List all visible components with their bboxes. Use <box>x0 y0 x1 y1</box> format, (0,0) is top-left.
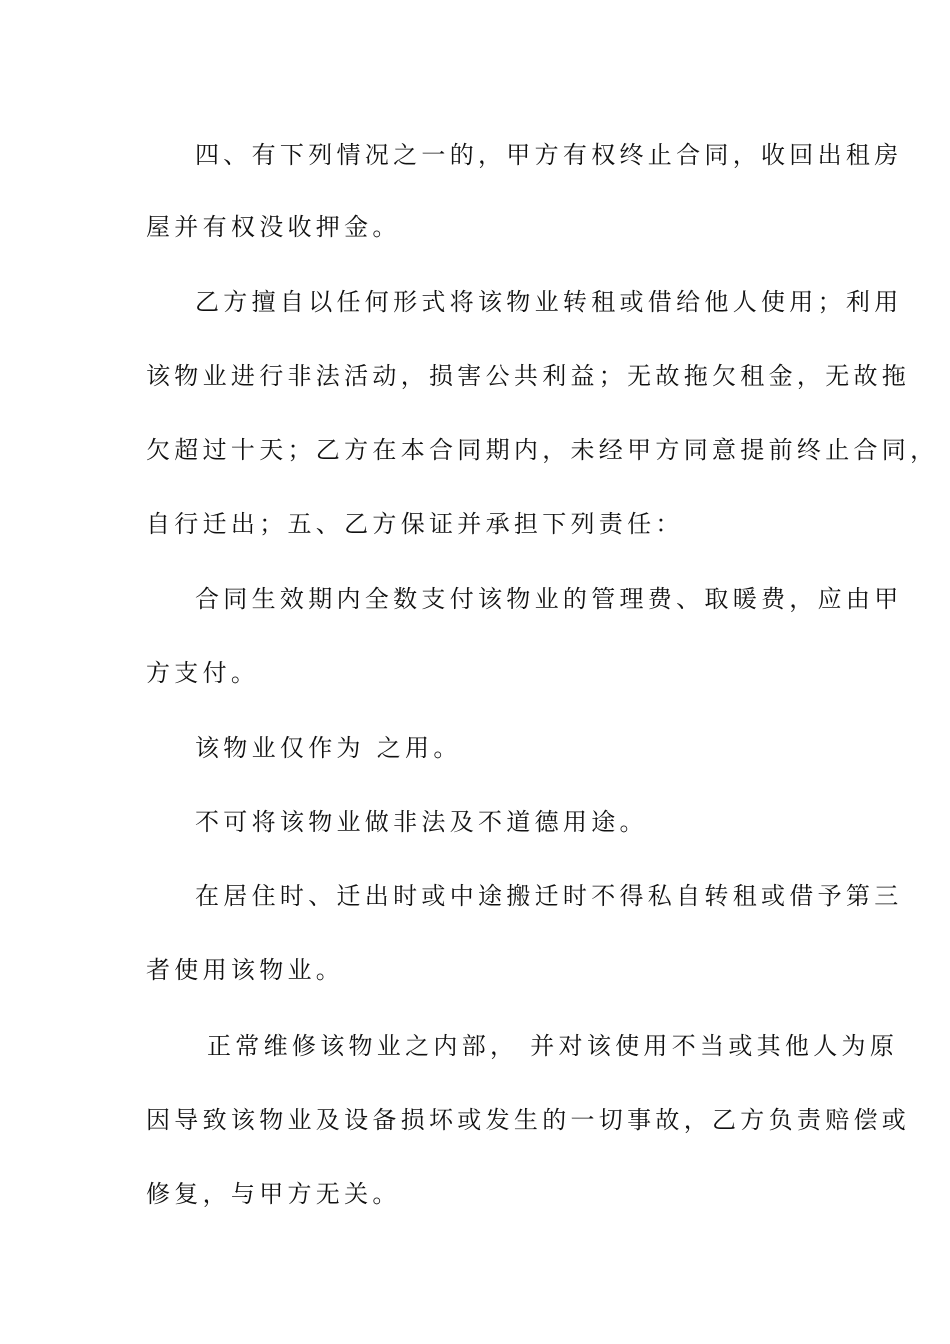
text-line: 合同生效期内全数支付该物业的管理费、取暖费，应由甲 <box>195 585 903 613</box>
text-line: 屋并有权没收押金。 <box>146 213 401 241</box>
text-line: 修复，与甲方无关。 <box>146 1180 401 1208</box>
text-line: 该物业进行非法活动，损害公共利益；无故拖欠租金，无故拖 <box>146 362 911 390</box>
text-line: 方支付。 <box>146 659 260 687</box>
text-line: 欠超过十天；乙方在本合同期内，未经甲方同意提前终止合同， <box>146 436 939 464</box>
text-line: 自行迁出；五、乙方保证并承担下列责任： <box>146 510 684 538</box>
text-line: 者使用该物业。 <box>146 956 345 984</box>
text-line: 四、有下列情况之一的，甲方有权终止合同，收回出租房 <box>195 141 903 169</box>
text-line: 因导致该物业及设备损坏或发生的一切事故，乙方负责赔偿或 <box>146 1106 911 1134</box>
text-line: 在居住时、迁出时或中途搬迁时不得私自转租或借予第三 <box>195 882 903 910</box>
text-line: 该物业仅作为 之用。 <box>195 734 462 762</box>
text-line: 正常维修该物业之内部， 并对该使用不当或其他人为原 <box>207 1032 899 1060</box>
text-line: 乙方擅自以任何形式将该物业转租或借给他人使用；利用 <box>195 288 903 316</box>
text-line: 不可将该物业做非法及不道德用途。 <box>195 808 648 836</box>
